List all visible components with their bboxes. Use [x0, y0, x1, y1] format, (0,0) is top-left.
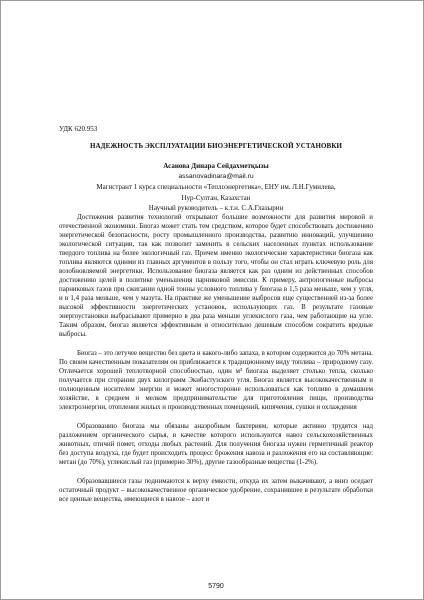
author-name: Асанова Динара Сейдахметқызы	[163, 162, 269, 170]
page-number: 5790	[208, 583, 224, 590]
paragraph-1: Достижения развития технологий открывают большие возможности для развития мировой и отечественной экономики. Биогаз может стать тем средством, которое будет способствовать достижению энергетической безопасности, росту промышленного производства, развитию инноваций, улучшению экологической ситуации, так как позволит заменить в сельских населенных пунктах использование твердого топлива на более экологичный газ. Причем именно экологические характеристики биогаза как топлива являются одними из главных аргументов в пользу того, чтобы он стал играть ключевую роль для возобновляемой энергетики. Использование биогаза является как раз одним из действенных способов достижению целей в политике уменьшения парниковой эмиссии. К примеру, антропогенные выбросы парниковых газов при сжигании одной тонны условного топлива у биогаза в 1,5 раза меньше, чем у угля, и в 1,4 раза меньше, чем у мазута. На практике же уменьшение выбросов еще существенней из-за более высокой эффективности энергетических установок, использующих газ. В результате газовые энергоустановки выбрасывают примерно в два раза меньше углекислого газа, чем работающие на угле. Таким образом, биогаз является эффективным и относительно дешевым способом сократить вредные выбросы.	[59, 214, 373, 338]
author-city: Нур-Султан, Казахстан	[181, 193, 251, 202]
author-block	[59, 161, 373, 214]
author-affiliation: Магистрант 1 курса специальности «Теплоэнергетика», ЕНУ им. Л.Н.Гумилева,	[96, 183, 336, 192]
paper-title: НАДЕЖНОСТЬ ЭКСПЛУАТАЦИИ БИОЭНЕРГЕТИЧЕСКОЙ УСТАНОВКИ	[89, 142, 343, 150]
paragraph-3: Образованию биогаза мы обязаны анаэробным бактериям, которые активно трудятся над разложением органического сырья, в качестве которого используются навоз сельскохозяйственных животных, птичий помет, отходы любых растений. Для получения биогаза нужен герметичный реактор без доступа воздуха, где будет происходить процесс брожения навоза и разложения его на составляющие: метан (до 70%), углекислый газ (примерно 30%), другие газообразные вещества (1-2%).	[59, 423, 373, 466]
body-text	[59, 213, 373, 514]
author-email: assanovadinara@mail.ru	[178, 172, 254, 180]
udk-code: УДК 620.953	[59, 125, 98, 133]
paragraph-4: Образовавшиеся газы поднимаются к верху емкости, откуда их затем выкачивают, а вниз оседает остаточный продукт – высококачественное органическое удобрение, сохранившее в результате обработки все ценные вещества, имеющиеся в навозе – азот и	[59, 478, 373, 503]
supervisor: Научный руководитель – к.т.н. С.А.Глазырин	[148, 204, 284, 213]
paragraph-2: Биогаз – это летучее вещество без цвета и какого-либо запаха, в котором содержится до 70% метана. По своим качественным показателям он приближается к традиционному виду топлива – природному газу. Отличается хорошей теплотворной способностью, один м³ биогаза выделяет столько тепла, сколько получается при сгорании двух килограмм Экибастузского угля. Биогаз является высококачественным и полноценным носителем энергии и может многосторонне использоваться как топливо в домашнем хозяйстве, в среднем и мелком предпринимательстве для приготовления пищи, производства электроэнергии, отопления жилых и производственных помещений, кипячения, сушки и охлаждения	[59, 350, 373, 411]
